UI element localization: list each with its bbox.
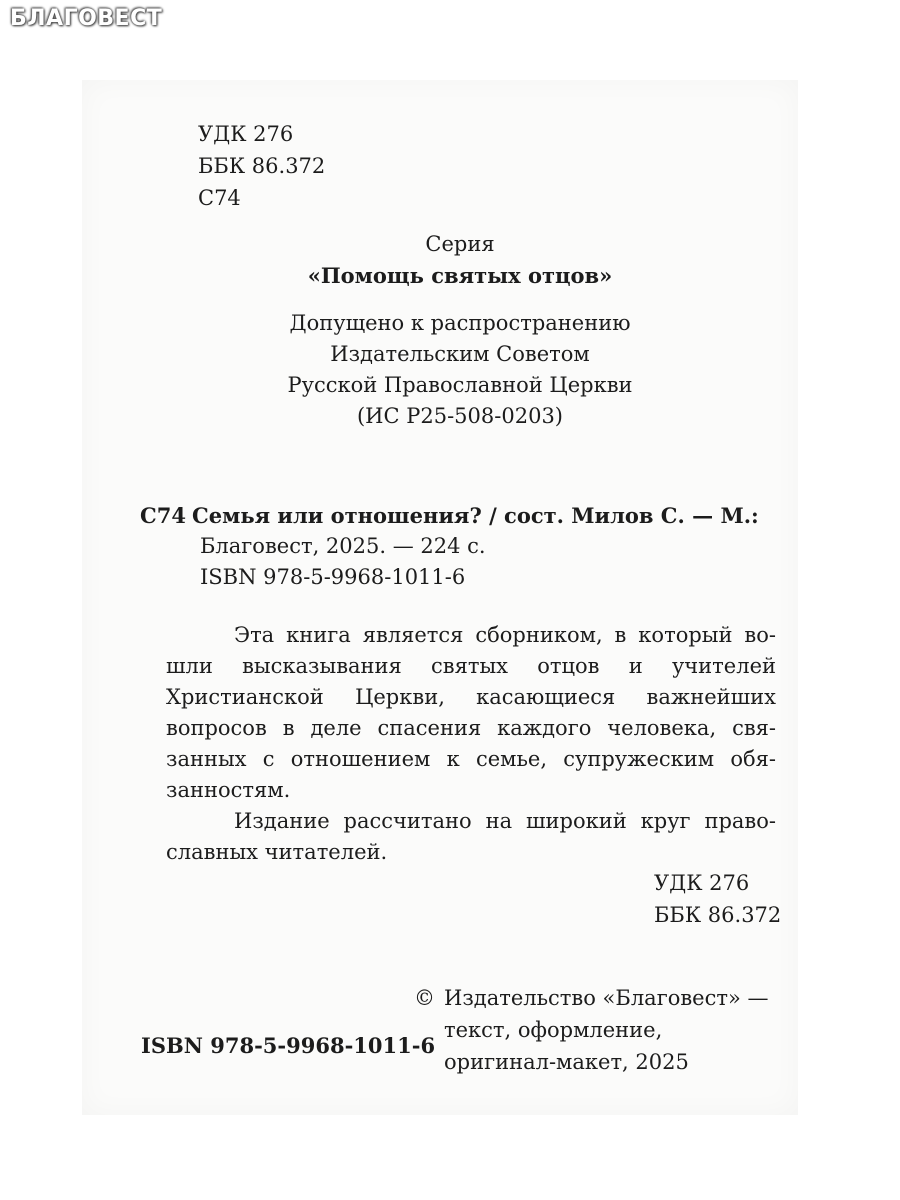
- bbk-line: ББК 86.372: [198, 154, 326, 178]
- copyright-line: оригинал-макет, 2025: [444, 1050, 689, 1074]
- bib-code: С74: [140, 503, 186, 528]
- abstract-line: вопросов в деле спасения каждого человека, свя-: [166, 716, 776, 740]
- abstract: [166, 620, 776, 868]
- isbn-bottom: ISBN 978-5-9968-1011-6: [141, 1033, 436, 1058]
- udk-block-top: [198, 118, 325, 214]
- series-block: [250, 228, 670, 292]
- approval-line: Издательским Советом: [330, 342, 590, 366]
- udk-line: УДК 276: [654, 871, 750, 895]
- bib-publisher: Благовест, 2025. — 224 с.: [200, 534, 486, 558]
- abstract-paragraph: [166, 806, 776, 868]
- abstract-line: занных с отношением к семье, супружеским обя-: [166, 747, 776, 771]
- abstract-line: славных читателей.: [166, 840, 388, 864]
- bib-isbn: ISBN 978-5-9968-1011-6: [200, 565, 466, 589]
- bbk-line: ББК 86.372: [654, 903, 782, 927]
- approval-block: [250, 308, 670, 432]
- udk-block-bottom: [654, 867, 781, 931]
- series-name: «Помощь святых отцов»: [307, 263, 613, 288]
- author-mark: С74: [198, 186, 241, 210]
- abstract-line: шли высказывания святых отцов и учителей: [166, 654, 776, 678]
- udk-line: УДК 276: [198, 122, 294, 146]
- approval-line: Допущено к распространению: [289, 311, 631, 335]
- watermark-logo: БЛАГОВЕСТ: [10, 6, 163, 31]
- abstract-paragraph: [166, 620, 776, 806]
- series-label: Серия: [425, 232, 495, 256]
- copyright-line: текст, оформление,: [444, 1018, 663, 1042]
- bib-title: Семья или отношения? / сост. Милов С. — М.:: [192, 503, 759, 528]
- approval-line: Русской Православной Церкви: [287, 373, 633, 397]
- approval-number: (ИС Р25-508-0203): [356, 404, 563, 428]
- abstract-line: Издание рассчитано на широкий круг право-: [234, 809, 776, 833]
- abstract-line: Христианской Церкви, касающиеся важнейших: [166, 685, 776, 709]
- copyright-block: [414, 982, 769, 1078]
- abstract-line: занностям.: [166, 778, 291, 802]
- copyright-line: Издательство «Благовест» —: [444, 986, 769, 1010]
- abstract-line: Эта книга является сборником, в который во-: [234, 623, 776, 647]
- bib-title-line: [140, 500, 759, 531]
- bibliographic-record: [140, 500, 759, 593]
- copyright-symbol: ©: [414, 986, 435, 1010]
